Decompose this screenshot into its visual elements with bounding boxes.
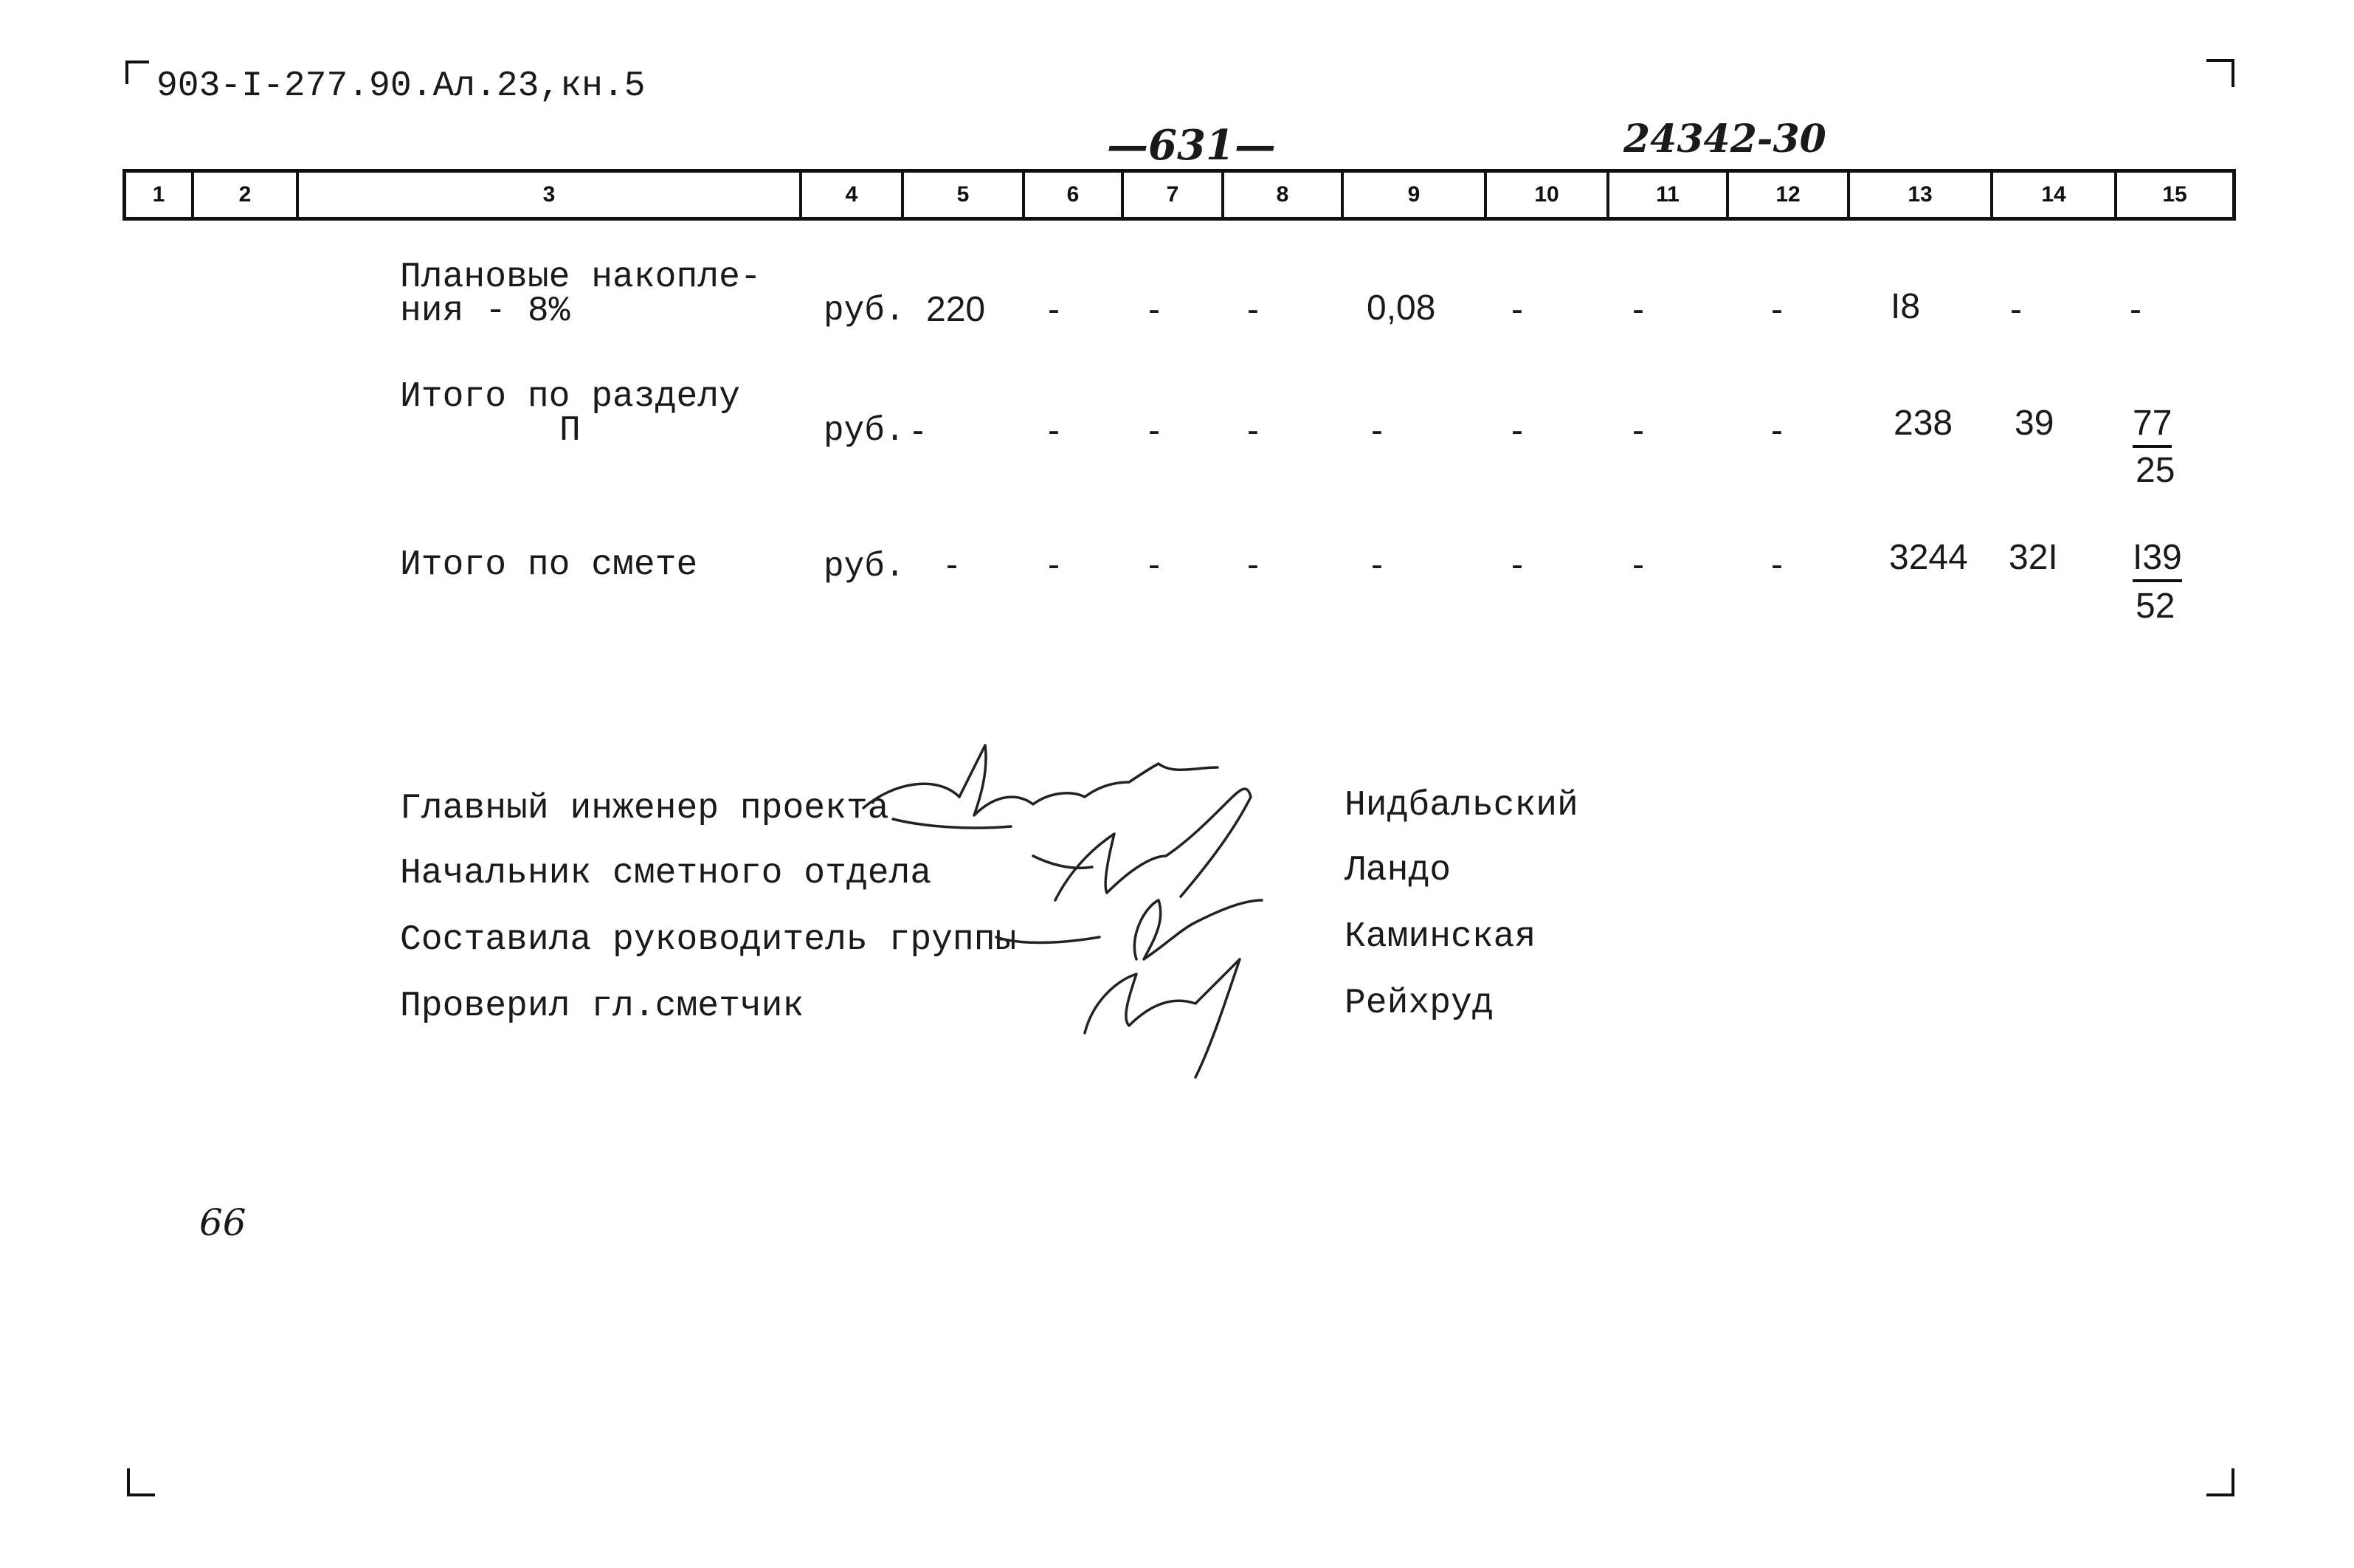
column-number: 2 (194, 173, 299, 217)
row-value-col12: - (1771, 290, 1783, 329)
handwritten-number: 24342-30 (1623, 117, 1826, 162)
row-value-col8: - (1247, 290, 1259, 329)
column-number: 5 (904, 173, 1025, 217)
column-number: 12 (1729, 173, 1850, 217)
column-number: 6 (1025, 173, 1124, 217)
row-value-col15-bottom: 25 (2136, 451, 2175, 490)
row-value-col9: - (1371, 545, 1383, 584)
row-name: Итого по смете (400, 545, 698, 585)
corner-mark-top-right (2206, 59, 2234, 87)
sheet-number: 66 (199, 1201, 246, 1244)
row-value-col15-bottom: 52 (2136, 587, 2175, 626)
column-number: 15 (2162, 182, 2187, 207)
column-number: 14 (1993, 173, 2117, 217)
row-value-col7: - (1148, 411, 1160, 450)
row-unit: руб. (824, 412, 905, 450)
row-value-col12: - (1771, 411, 1783, 450)
row-value-col13: I8 (1891, 287, 1921, 326)
signature-scribble-1 (863, 745, 1218, 815)
row-value-col11: - (1632, 290, 1644, 329)
row-value-col11: - (1632, 411, 1644, 450)
signature-role: Главный инженер проекта (400, 789, 889, 829)
row-value-col12: - (1771, 545, 1783, 584)
row-name-continued: П (559, 411, 581, 451)
row-value-col14: 32I (2009, 538, 2058, 577)
row-unit: руб. (824, 291, 905, 330)
column-number: 11 (1609, 173, 1729, 217)
row-value-col13: 3244 (1889, 538, 1968, 577)
column-number-header (122, 169, 2236, 221)
row-value-col9: - (1371, 411, 1383, 450)
row-value-col11: - (1632, 545, 1644, 584)
handwritten-signatures (849, 723, 1306, 1092)
signature-scribble-2b (1033, 856, 1092, 868)
column-number: 10 (1487, 173, 1609, 217)
signature-scribble-1b (893, 819, 1011, 828)
row-value-col6: - (1048, 290, 1060, 329)
row-value-col5: - (912, 411, 924, 450)
column-number: 1 (126, 173, 194, 217)
column-number: 9 (1344, 173, 1487, 217)
signature-role: Начальник сметного отдела (400, 854, 932, 894)
row-value-col9: 0,08 (1367, 289, 1436, 328)
signature-scribble-3b (996, 937, 1100, 943)
row-name-continued: ния - 8% (400, 291, 570, 331)
page-number: —631— (1107, 121, 1276, 170)
row-value-col6: - (1048, 411, 1060, 450)
row-value-col13: 238 (1894, 404, 1953, 443)
signature-scribble-2 (1055, 789, 1251, 900)
row-value-col10: - (1511, 411, 1523, 450)
row-value-col8: - (1247, 545, 1259, 584)
row-value-col7: - (1148, 290, 1160, 329)
row-value-col5: 220 (926, 290, 986, 329)
row-value-col15-top: 77 (2133, 403, 2172, 448)
signature-name: Нидбальский (1345, 786, 1578, 826)
column-number: 8 (1224, 173, 1344, 217)
signature-scribble-4 (1085, 959, 1240, 1077)
signature-role: Проверил гл.сметчик (400, 987, 804, 1026)
signature-role: Составила руководитель группы (400, 920, 1017, 960)
signature-name: Рейхруд (1345, 984, 1494, 1023)
column-number: 13 (1850, 173, 1993, 217)
row-unit: руб. (824, 548, 905, 586)
column-number: 7 (1124, 173, 1224, 217)
row-name: Итого по разделу (400, 377, 740, 417)
row-value-col5: - (946, 545, 958, 584)
signature-name: Ландо (1345, 851, 1452, 891)
row-name: Плановые накопле- (400, 258, 762, 297)
corner-mark-bottom-left (127, 1468, 155, 1496)
row-value-col10: - (1511, 545, 1523, 584)
row-value-col14: 39 (2015, 404, 2054, 443)
row-value-col6: - (1048, 545, 1060, 584)
row-value-col15: - (2130, 290, 2141, 329)
row-value-col10: - (1511, 290, 1523, 329)
signature-name: Каминская (1345, 917, 1536, 957)
corner-mark-bottom-right (2206, 1468, 2234, 1496)
column-number: 3 (299, 173, 802, 217)
document-code: 903-I-277.90.Ал.23,кн.5 (156, 66, 646, 106)
row-value-col8: - (1247, 411, 1259, 450)
row-value-col14: - (2010, 290, 2022, 329)
column-number: 4 (802, 173, 904, 217)
row-value-col15-top: I39 (2133, 537, 2182, 582)
row-value-col7: - (1148, 545, 1160, 584)
corner-mark-top-left (125, 61, 149, 84)
signature-scribble-3 (1134, 900, 1262, 959)
